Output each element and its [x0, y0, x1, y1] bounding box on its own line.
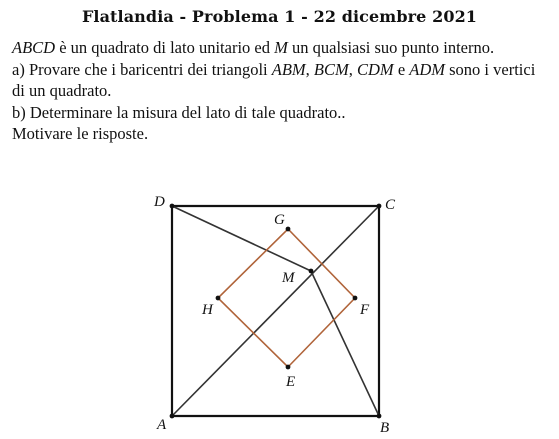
math-m: M — [274, 38, 288, 57]
part-a-sep-3: e — [393, 59, 410, 79]
label-e: E — [286, 374, 296, 390]
part-b: b) Determinare la misura del lato di tale quadrato.. — [12, 102, 346, 122]
point-b — [377, 414, 382, 419]
label-f: F — [360, 302, 370, 318]
page-title: Flatlandia - Problema 1 - 22 dicembre 2021 — [81, 7, 478, 26]
point-g — [286, 227, 291, 232]
math-adm: ADM — [409, 59, 446, 79]
label-h: H — [202, 302, 213, 318]
segment-dm — [172, 206, 311, 271]
statement-text-2: un qualsiasi suo punto interno. — [287, 38, 495, 57]
part-a-sep: , — [305, 59, 314, 79]
inner-square-efgh — [218, 229, 355, 367]
math-cdm: CDM — [357, 59, 394, 79]
label-d: D — [154, 194, 165, 210]
point-d — [170, 204, 175, 209]
statement-text: è un quadrato di lato unitario ed — [55, 38, 275, 57]
segment-mb — [311, 271, 379, 416]
label-c: C — [385, 197, 396, 213]
part-a-text: a) Provare che i baricentri dei triangoli — [12, 59, 272, 79]
part-a-sep-2: , — [348, 59, 358, 79]
point-m — [309, 269, 314, 274]
point-f — [353, 296, 358, 301]
math-abcd: ABCD — [12, 38, 56, 57]
point-h — [216, 296, 221, 301]
point-e — [286, 365, 291, 370]
point-a — [170, 414, 175, 419]
label-g: G — [274, 212, 285, 228]
part-a-text-2: sono i vertici di un quadrato. — [12, 59, 536, 100]
label-m: M — [282, 270, 295, 286]
label-b: B — [380, 420, 390, 436]
label-a: A — [157, 417, 167, 433]
closing-line: Motivare le risposte. — [12, 124, 149, 143]
math-bcm: BCM — [313, 59, 349, 79]
point-c — [377, 204, 382, 209]
math-abm: ABM — [271, 59, 306, 79]
